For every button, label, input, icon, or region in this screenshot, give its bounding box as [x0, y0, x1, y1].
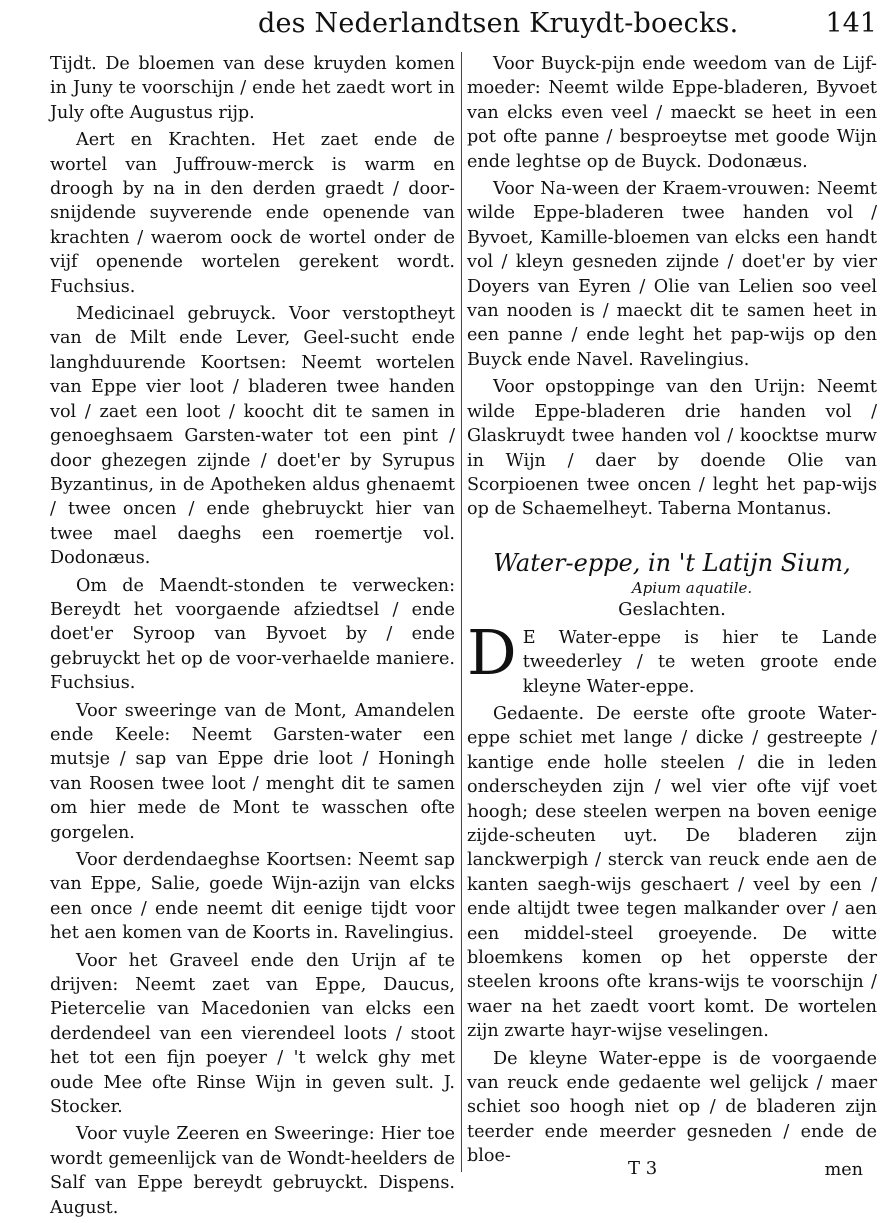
paragraph-tertian-fever: Voor derdendaeghse Koortsen: Neemt sap van Eppe, Salie, goede Wijn-azijn van elcks een once / ende neemt dit eenige tijdt voor het aen komen van de Koorts in. Ravelingius.: [50, 850, 455, 944]
paragraph-kinds-text: E Water-eppe is hier te Lande tweederley / te weten groote ende kleyne Water-eppe.: [522, 627, 877, 697]
paragraph-medicinal-use: Medicinael gebruyck. Voor verstoptheyt van de Milt ende Lever, Geel-sucht ende langhduurende Koortsen: Neemt wortelen van Eppe vier loot / bladeren twee handen vol / zaet een loot / koocht dit te samen in genoeghsaem Garsten-water tot een pint / door ghezegen zijnde / doet'er by Syrupus Byzantinus, in de Apotheken aldus ghenaemt / twee oncen / ende ghebruyckt hier van twee mael daeghs een roemertje vol. Dodonæus.: [50, 304, 455, 569]
page-number: 141: [825, 8, 877, 39]
paragraph-menses: Om de Maendt-stonden te verwecken: Bereydt het voorgaende afziedtsel / ende doet'er Syroop van Byvoet by / ende gebruyckt het op de voor-verhaelde maniere. Fuchsius.: [50, 575, 455, 694]
column-divider: [461, 52, 462, 1172]
paragraph-small-water-eppe: De kleyne Water-eppe is de voorgaende van reuck ende gedaente wel gelijck / maer schiet soo hoogh niet op / de bladeren zijn teerder ende meerder gesneden / ende de bloe-: [467, 1048, 877, 1167]
paragraph-afterpains: Voor Na-ween der Kraem-vrouwen: Neemt wilde Eppe-bladeren twee handen vol / Byvoet, Kamille-bloemen van elcks een handt vol / kleyn gesneden zijnde / doet'er by vier Doyers van Eyren / Olie van Lelien soo veel van nooden is / maeckt dit te samen heet in een panne / ende leght het pap-wijs op den Buyck ende Navel. Ravelingius.: [467, 179, 877, 370]
right-column: [467, 52, 877, 1172]
section-heading: [467, 548, 877, 622]
paragraph-urine: Voor opstoppinge van den Urijn: Neemt wilde Eppe-bladeren drie handen vol / Glaskruydt twee handen vol / koocktse murw in Wijn / daer by doende Olie van Scorpioenen twee oncen / leght het pap-wijs op de Schaemelheyt. Taberna Montanus.: [467, 377, 877, 520]
left-column: [50, 52, 455, 1223]
running-title: des Nederlandtsen Kruydt-boecks.: [258, 8, 739, 39]
paragraph-time: Tijdt. De bloemen van dese kruyden komen in Juny te voorschijn / ende het zaedt wort in July ofte Augustus rijp.: [50, 54, 455, 123]
paragraph-appearance: Gedaente. De eerste ofte groote Water-eppe schiet met lange / dicke / gestreepte / kantige ende holle steelen / die in leden onderscheyden zijn / wel vier ofte vijf voet hoogh; dese steelen werpen na boven eenige zijde-scheuten uyt. De bladeren zijn lanckwerpigh / sterck van reuck ende aen de kanten saegh-wijs geschaert / veel by een / ende altijdt twee tegen malkander over / aen een middel-steel groeyende. De witte bloemkens komen op het opperste der steelen kroons ofte krans-wijs te voorschijn / waer na het zaedt voort komt. De wortelen zijn zwarte hayr-wijse veselingen.: [467, 703, 877, 1042]
paragraph-nature: Aert en Krachten. Het zaet ende de wortel van Juffrouw-merck is warm en droogh by na in den derden graedt / door-snijdende suyverende ende openende van krachten / waerom oock de wortel onder de vijf openende wortelen gerekent wordt. Fuchsius.: [50, 130, 455, 297]
section-latin-name: Apium aquatile.: [631, 578, 753, 597]
paragraph-gravel: Voor het Graveel ende den Urijn af te drijven: Neemt zaet van Eppe, Daucus, Pietercelie van Macedonien van elcks een derdendeel van een vierendeel loots / stoot het tot een fijn poeyer / 't welck ghy met oude Mee ofte Rinse Wijn in geven sult. J. Stocker.: [50, 950, 455, 1118]
section-subtitle: Geslachten.: [618, 598, 726, 620]
section-title: Water-eppe, in 't Latijn Sium,: [493, 548, 851, 577]
paragraph-mouth-sores: Voor sweeringe van de Mont, Amandelen ende Keele: Neemt Garsten-water een mutsje / sap van Eppe drie loot / Honingh van Roosen twee loot / menght dit te samen om hier mede de Mont te wasschen ofte gorgelen.: [50, 700, 455, 843]
running-header: [0, 8, 895, 48]
signature-mark: T 3: [628, 1158, 658, 1179]
catchword: men: [824, 1160, 863, 1180]
paragraph-belly-pain: Voor Buyck-pijn ende weedom van de Lijf-moeder: Neemt wilde Eppe-bladeren, Byvoet van elcks even veel / maeckt se heet in een pot ofte panne / besproeytse met goode Wijn ende leghtse op de Buyck. Dodonæus.: [467, 54, 877, 172]
drop-capital: D: [467, 615, 517, 689]
paragraph-sores: Voor vuyle Zeeren en Sweeringe: Hier toe wordt gemeenlijck van de Wondt-heelders de Salf van Eppe bereydt gebruyckt. Dispens. August.: [50, 1124, 455, 1218]
paragraph-kinds: [467, 615, 877, 699]
